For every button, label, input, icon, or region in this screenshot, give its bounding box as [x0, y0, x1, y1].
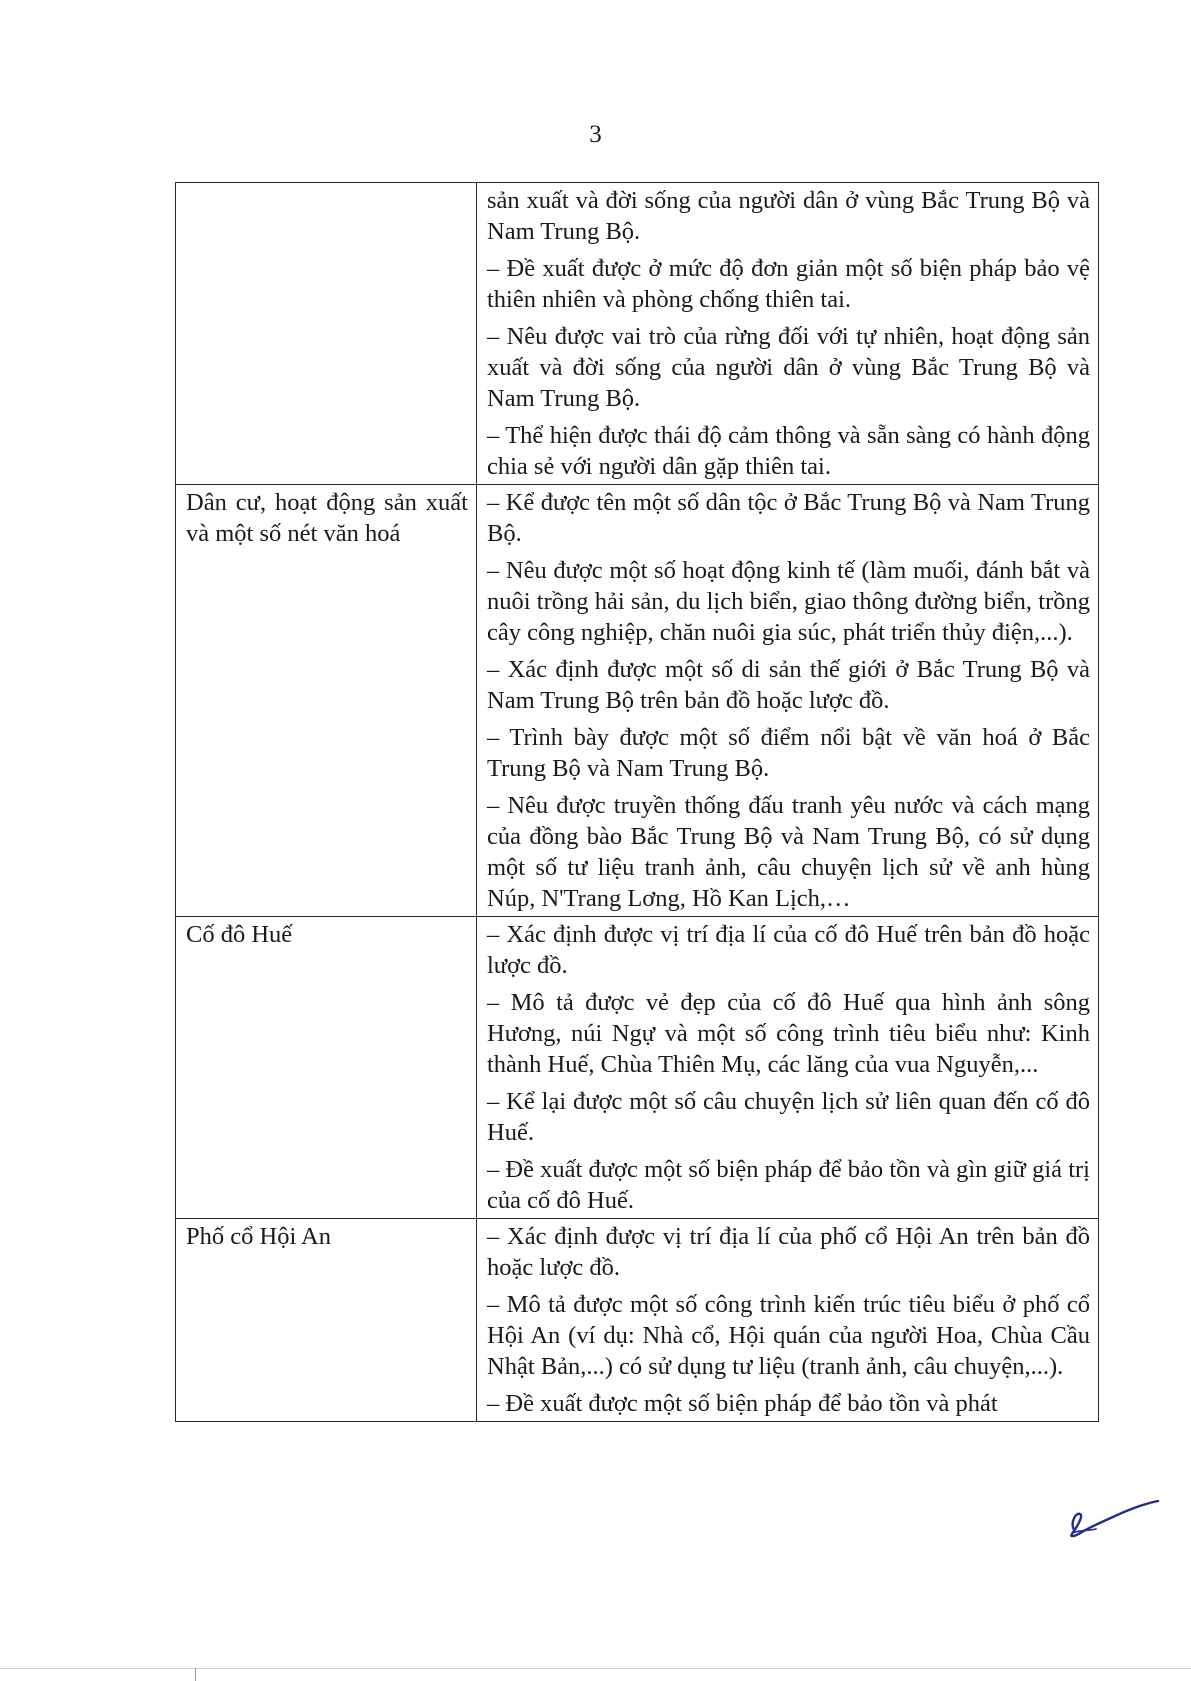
scan-footer-tick [195, 1668, 196, 1681]
curriculum-table [175, 182, 1099, 1422]
requirement-item: sản xuất và đời sống của người dân ở vùng Bắc Trung Bộ và Nam Trung Bộ. [487, 187, 1090, 245]
table-row [176, 917, 1099, 1219]
requirement-item: – Đề xuất được ở mức độ đơn giản một số biện pháp bảo vệ thiên nhiên và phòng chống thiên tai. [487, 255, 1090, 313]
curriculum-table-wrapper [175, 182, 1093, 1422]
curriculum-table-body [176, 183, 1099, 1422]
requirement-item: – Xác định được vị trí địa lí của cố đô Huế trên bản đồ hoặc lược đồ. [487, 921, 1090, 979]
signature-mark-icon [1066, 1500, 1161, 1542]
topic-cell [176, 183, 477, 485]
requirements-cell [477, 485, 1099, 917]
table-row [176, 485, 1099, 917]
requirement-item: – Nêu được một số hoạt động kinh tế (làm muối, đánh bắt và nuôi trồng hải sản, du lịch biển, giao thông đường biển, trồng cây công nghiệp, chăn nuôi gia súc, phát triển thủy điện,...). [487, 557, 1090, 646]
page-number: 3 [589, 121, 602, 148]
requirement-item: – Nêu được vai trò của rừng đối với tự nhiên, hoạt động sản xuất và đời sống của người dân ở vùng Bắc Trung Bộ và Nam Trung Bộ. [487, 323, 1090, 412]
table-row [176, 183, 1099, 485]
requirement-item: – Trình bày được một số điểm nổi bật về văn hoá ở Bắc Trung Bộ và Nam Trung Bộ. [487, 724, 1090, 782]
requirements-cell [477, 1219, 1099, 1422]
topic-cell: Cố đô Huế [176, 917, 477, 1219]
requirements-cell [477, 183, 1099, 485]
requirement-item: – Mô tả được một số công trình kiến trúc tiêu biểu ở phố cổ Hội An (ví dụ: Nhà cổ, Hội quán của người Hoa, Chùa Cầu Nhật Bản,...) có sử dụng tư liệu (tranh ảnh, câu chuyện,...). [487, 1291, 1090, 1380]
topic-cell: Dân cư, hoạt động sản xuất và một số nét văn hoá [176, 485, 477, 917]
requirements-cell [477, 917, 1099, 1219]
requirement-item: – Kể lại được một số câu chuyện lịch sử liên quan đến cố đô Huế. [487, 1088, 1090, 1146]
requirement-item: – Đề xuất được một số biện pháp để bảo tồn và gìn giữ giá trị của cố đô Huế. [487, 1156, 1090, 1214]
topic-cell: Phố cổ Hội An [176, 1219, 477, 1422]
requirement-item: – Xác định được một số di sản thế giới ở Bắc Trung Bộ và Nam Trung Bộ trên bản đồ hoặc lược đồ. [487, 656, 1090, 714]
table-row [176, 1219, 1099, 1422]
requirement-item: – Đề xuất được một số biện pháp để bảo tồn và phát [487, 1390, 998, 1417]
requirement-item: – Kể được tên một số dân tộc ở Bắc Trung Bộ và Nam Trung Bộ. [487, 489, 1090, 547]
requirement-item: – Nêu được truyền thống đấu tranh yêu nước và cách mạng của đồng bào Bắc Trung Bộ và Nam Trung Bộ, có sử dụng một số tư liệu tranh ảnh, câu chuyện lịch sử về anh hùng Núp, N'Trang Lơng, Hồ Kan Lịch,… [487, 792, 1090, 912]
requirement-item: – Xác định được vị trí địa lí của phố cổ Hội An trên bản đồ hoặc lược đồ. [487, 1223, 1090, 1281]
requirement-item: – Thể hiện được thái độ cảm thông và sẵn sàng có hành động chia sẻ với người dân gặp thiên tai. [487, 422, 1090, 480]
requirement-item: – Mô tả được vẻ đẹp của cố đô Huế qua hình ảnh sông Hương, núi Ngự và một số công trình tiêu biểu như: Kinh thành Huế, Chùa Thiên Mụ, các lăng của vua Nguyễn,... [487, 989, 1090, 1078]
scan-footer-rule [0, 1668, 1191, 1669]
